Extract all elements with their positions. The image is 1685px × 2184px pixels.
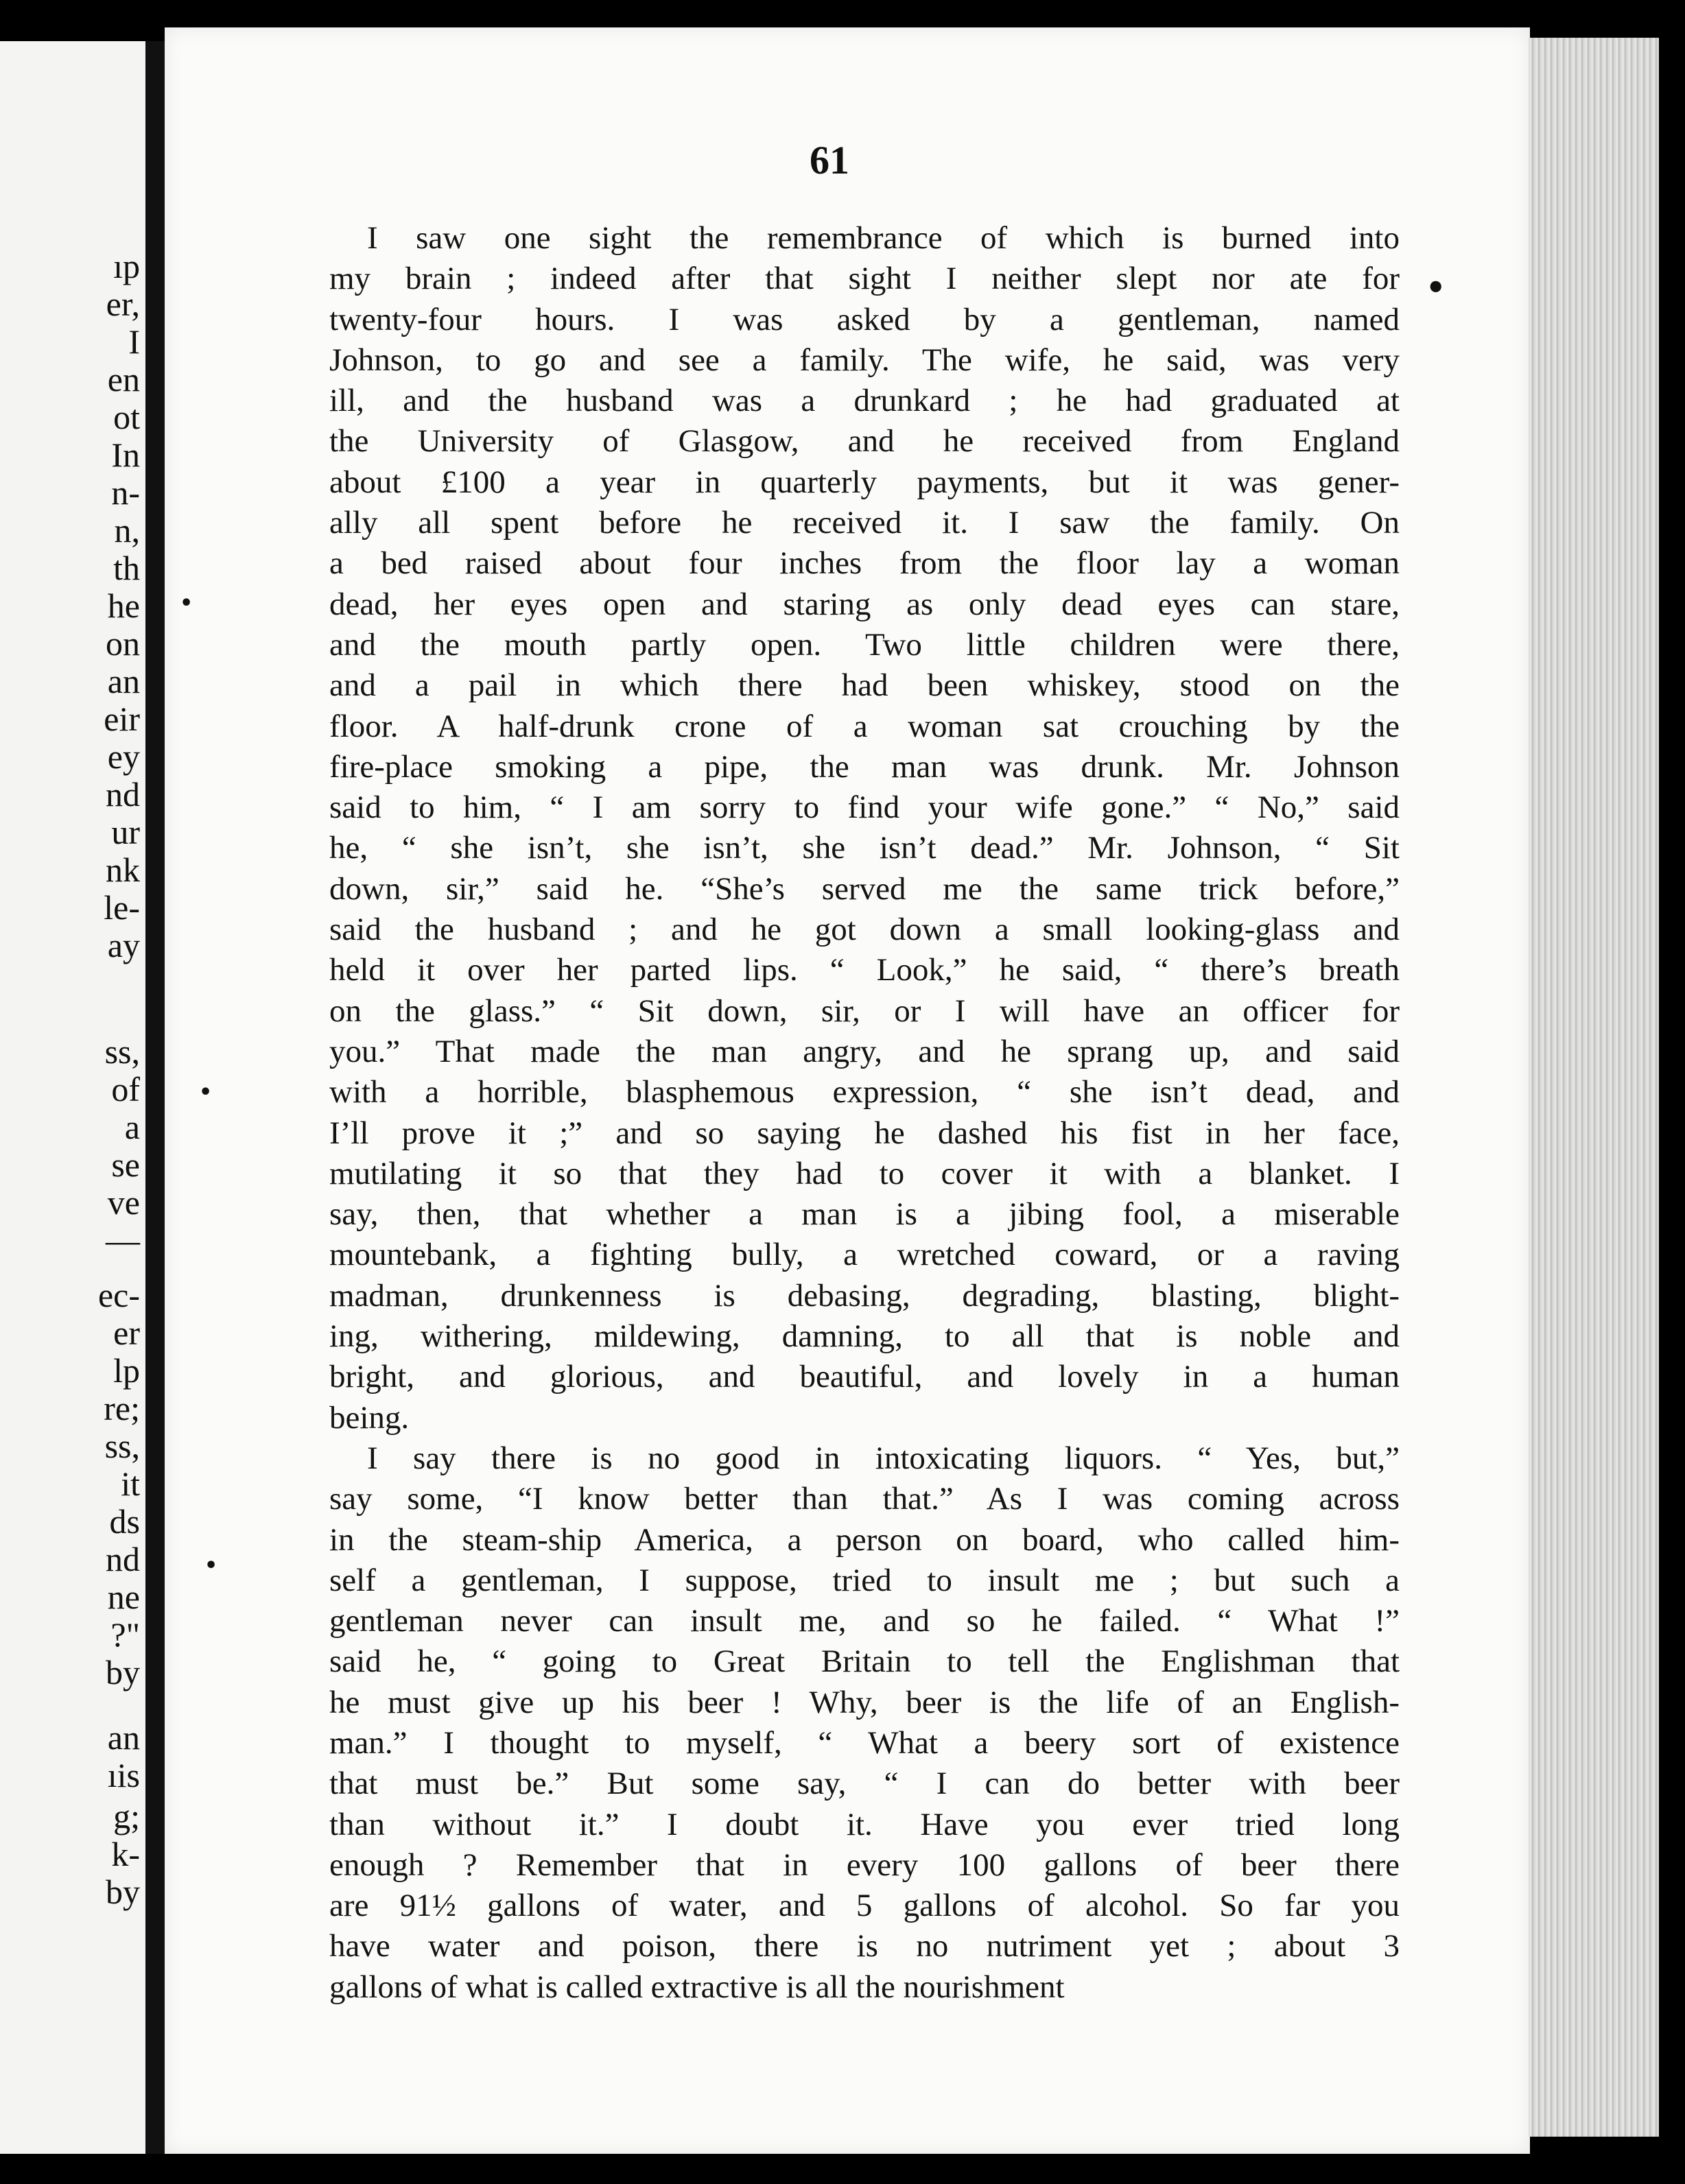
left-page-fragment: ve xyxy=(107,1183,140,1222)
text-line: twenty-four hours. I was asked by a gentleman, named xyxy=(329,301,1400,337)
left-page-fragment: en xyxy=(107,360,140,399)
text-line: down, sir,” said he. “She’s served me the same trick before,” xyxy=(329,870,1400,907)
margin-tick-mark: • xyxy=(204,1554,218,1578)
left-page-fragment: nk xyxy=(106,851,140,889)
text-line: that must be.” But some say, “ I can do better with beer xyxy=(329,1766,1400,1802)
text-line: said to him, “ I am sorry to find your wife gone.” “ No,” said xyxy=(329,790,1400,826)
left-page-fragment: he xyxy=(107,586,140,625)
paragraph-2 xyxy=(329,1438,1400,2008)
text-line: ally all spent before he received it. I saw the family. On xyxy=(329,505,1400,541)
left-page-fragment: on xyxy=(106,624,140,663)
text-line: than without it.” I doubt it. Have you ever tried long xyxy=(329,1806,1400,1842)
text-line: bright, and glorious, and beautiful, and lovely in a human xyxy=(329,1359,1400,1395)
text-line: in the steam-ship America, a person on board, who called him- xyxy=(329,1521,1400,1558)
text-line: a bed raised about four inches from the floor lay a woman xyxy=(329,545,1400,582)
text-line: gentleman never can insult me, and so he failed. “ What !” xyxy=(329,1603,1400,1639)
left-page-fragment: ur xyxy=(111,813,140,851)
text-line: on the glass.” “ Sit down, sir, or I will have an officer for xyxy=(329,993,1400,1029)
left-page-fragment: lp xyxy=(113,1351,140,1390)
text-line: being. xyxy=(329,1399,410,1436)
book-gutter xyxy=(145,41,166,2154)
left-page-fragment: an xyxy=(107,662,140,700)
text-line: said he, “ going to Great Britain to tell the Englishman that xyxy=(329,1643,1400,1680)
text-line: my brain ; indeed after that sight I neither slept nor ate for xyxy=(329,261,1400,297)
page-number: 61 xyxy=(810,138,849,182)
left-page-fragment: ec- xyxy=(97,1276,140,1314)
left-page-fragment: er, xyxy=(106,285,140,323)
text-line: said the husband ; and he got down a small looking-glass and xyxy=(329,912,1400,948)
text-line: the University of Glasgow, and he received from England xyxy=(329,423,1400,460)
body-text xyxy=(329,218,1400,2008)
text-line: with a horrible, blasphemous expression, “ she isn’t dead, and xyxy=(329,1074,1400,1111)
text-line: are 91½ gallons of water, and 5 gallons of alcohol. So far you xyxy=(329,1888,1400,1924)
left-page-fragment: th xyxy=(113,549,140,587)
text-line: dead, her eyes open and staring as only dead eyes can stare, xyxy=(329,586,1400,622)
left-page-fragment: ıis xyxy=(107,1756,140,1794)
text-line: enough ? Remember that in every 100 gallons of beer there xyxy=(329,1847,1400,1883)
text-line: self a gentleman, I suppose, tried to insult me ; but such a xyxy=(329,1562,1400,1598)
text-line: and the mouth partly open. Two little children were there, xyxy=(329,626,1400,663)
left-page-fragment: of xyxy=(111,1070,140,1108)
left-page-fragment: by xyxy=(106,1653,140,1692)
margin-tick-mark: • xyxy=(199,1080,213,1104)
left-page-fragment: n- xyxy=(111,473,140,512)
left-facing-page xyxy=(0,41,145,2154)
text-line: he must give up his beer ! Why, beer is the life of an English- xyxy=(329,1684,1400,1720)
left-page-fragment: se xyxy=(111,1146,140,1184)
left-page-fragment: ss, xyxy=(104,1427,140,1465)
paragraph-1 xyxy=(329,218,1400,1438)
text-line: I’ll prove it ;” and so saying he dashed his fist in her face, xyxy=(329,1115,1400,1151)
left-page-fragment: — xyxy=(106,1221,140,1259)
text-line: madman, drunkenness is debasing, degrading, blasting, blight- xyxy=(329,1277,1400,1314)
left-page-fragment: I xyxy=(128,322,140,361)
left-page-fragment: an xyxy=(107,1718,140,1757)
text-line: ing, withering, mildewing, damning, to all that is noble and xyxy=(329,1318,1400,1355)
left-page-fragment: ey xyxy=(107,737,140,776)
left-page-fragment: it xyxy=(121,1464,140,1503)
left-page-fragment: ne xyxy=(107,1578,140,1616)
text-line: I saw one sight the remembrance of which is burned into xyxy=(367,220,1400,256)
text-line: mutilating it so that they had to cover it with a blanket. I xyxy=(329,1155,1400,1191)
left-page-fragment: n, xyxy=(114,511,140,549)
left-page-fragment: eir xyxy=(104,700,140,738)
text-line: held it over her parted lips. “ Look,” he said, “ there’s breath xyxy=(329,952,1400,988)
left-page-fragment: ot xyxy=(113,398,140,436)
page-edges xyxy=(1529,38,1659,2137)
left-page-fragment: ds xyxy=(109,1502,140,1541)
left-page-fragment: In xyxy=(111,436,140,474)
text-line: gallons of what is called extractive is all the nourishment xyxy=(329,1969,1065,2005)
text-line: say some, “I know better than that.” As I was coming across xyxy=(329,1481,1400,1517)
text-line: he, “ she isn’t, she isn’t, she isn’t dead.” Mr. Johnson, “ Sit xyxy=(329,830,1400,866)
text-line: ill, and the husband was a drunkard ; he had graduated at xyxy=(329,383,1400,419)
left-page-fragment: g; xyxy=(113,1797,140,1836)
left-page-fragment: ıp xyxy=(113,247,140,285)
text-line: and a pail in which there had been whiskey, stood on the xyxy=(329,667,1400,704)
left-page-fragment: a xyxy=(124,1108,140,1146)
text-line: I say there is no good in intoxicating liquors. “ Yes, but,” xyxy=(367,1440,1400,1476)
left-page-fragment: nd xyxy=(106,775,140,814)
left-page-fragment: ss, xyxy=(104,1032,140,1071)
text-line: you.” That made the man angry, and he sprang up, and said xyxy=(329,1033,1400,1069)
left-page-fragment: le- xyxy=(104,888,140,927)
left-page-fragment: k- xyxy=(111,1835,140,1873)
left-page-fragment: er xyxy=(113,1314,140,1352)
left-page-fragment: ay xyxy=(107,926,140,964)
left-page-fragment: re; xyxy=(104,1389,140,1427)
left-page-fragment: by xyxy=(106,1873,140,1911)
text-line: Johnson, to go and see a family. The wife, he said, was very xyxy=(329,342,1400,378)
left-page-fragment: nd xyxy=(106,1540,140,1578)
text-line: floor. A half-drunk crone of a woman sat crouching by the xyxy=(329,708,1400,744)
text-line: say, then, that whether a man is a jibing fool, a miserable xyxy=(329,1196,1400,1233)
text-line: have water and poison, there is no nutriment yet ; about 3 xyxy=(329,1928,1400,1965)
ink-blot-mark: • xyxy=(1426,269,1446,306)
text-line: about £100 a year in quarterly payments, but it was gener- xyxy=(329,464,1400,500)
left-page-fragment: ?" xyxy=(110,1615,140,1654)
margin-tick-mark: • xyxy=(180,591,193,615)
text-line: man.” I thought to myself, “ What a beery sort of existence xyxy=(329,1724,1400,1761)
text-line: fire-place smoking a pipe, the man was drunk. Mr. Johnson xyxy=(329,748,1400,785)
text-line: mountebank, a fighting bully, a wretched coward, or a raving xyxy=(329,1237,1400,1273)
